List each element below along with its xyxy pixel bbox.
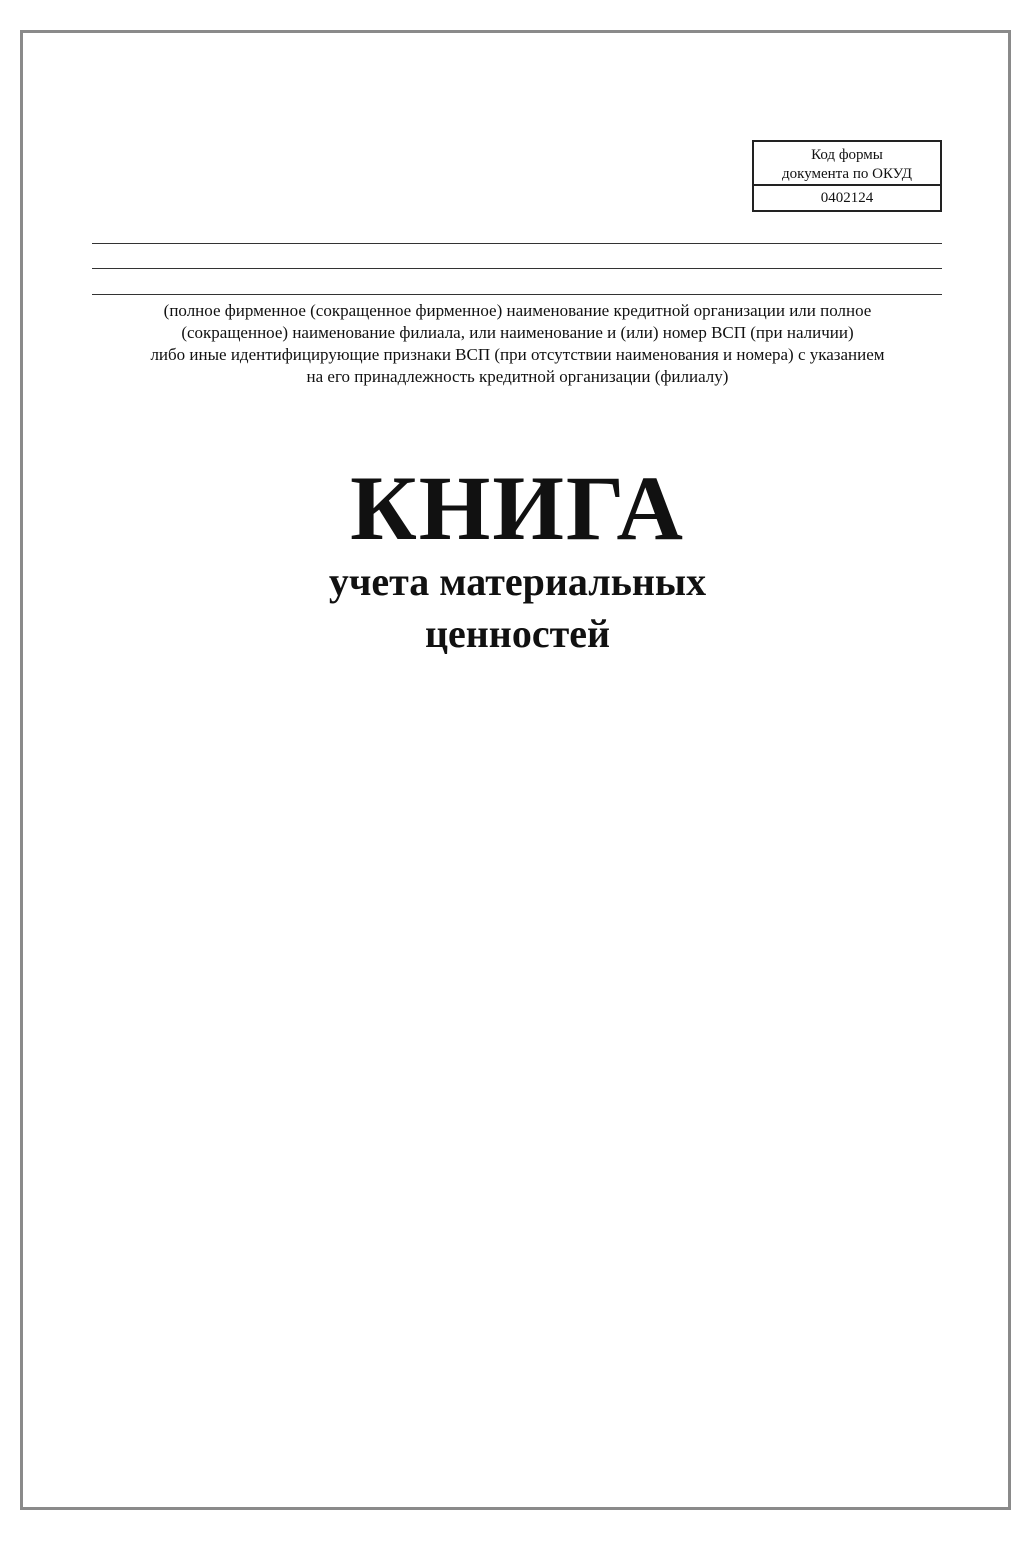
okud-code-box bbox=[752, 140, 942, 212]
organization-caption bbox=[100, 300, 935, 388]
organization-name-line bbox=[92, 268, 942, 269]
subtitle-line: учета материальных bbox=[328, 559, 707, 604]
book-title: КНИГА bbox=[350, 457, 685, 559]
document-page bbox=[20, 30, 1011, 1510]
okud-label-line: Код формы bbox=[811, 147, 883, 163]
book-subtitle bbox=[0, 556, 1035, 660]
organization-name-line bbox=[92, 294, 942, 295]
caption-line: (полное фирменное (сокращенное фирменное) наименование кредитной организации или полное bbox=[163, 301, 872, 320]
caption-line: (сокращенное) наименование филиала, или наименование и (или) номер ВСП (при наличии) bbox=[181, 323, 854, 342]
okud-form-code: 0402124 bbox=[820, 190, 874, 206]
caption-line: либо иные идентифицирующие признаки ВСП (при отсутствии наименования и номера) с указанием bbox=[150, 345, 885, 364]
caption-line: на его принадлежность кредитной организации (филиалу) bbox=[306, 367, 729, 386]
organization-name-line bbox=[92, 243, 942, 244]
subtitle-line: ценностей bbox=[424, 611, 611, 656]
okud-label bbox=[754, 142, 940, 186]
okud-label-line: документа по ОКУД bbox=[782, 166, 912, 182]
